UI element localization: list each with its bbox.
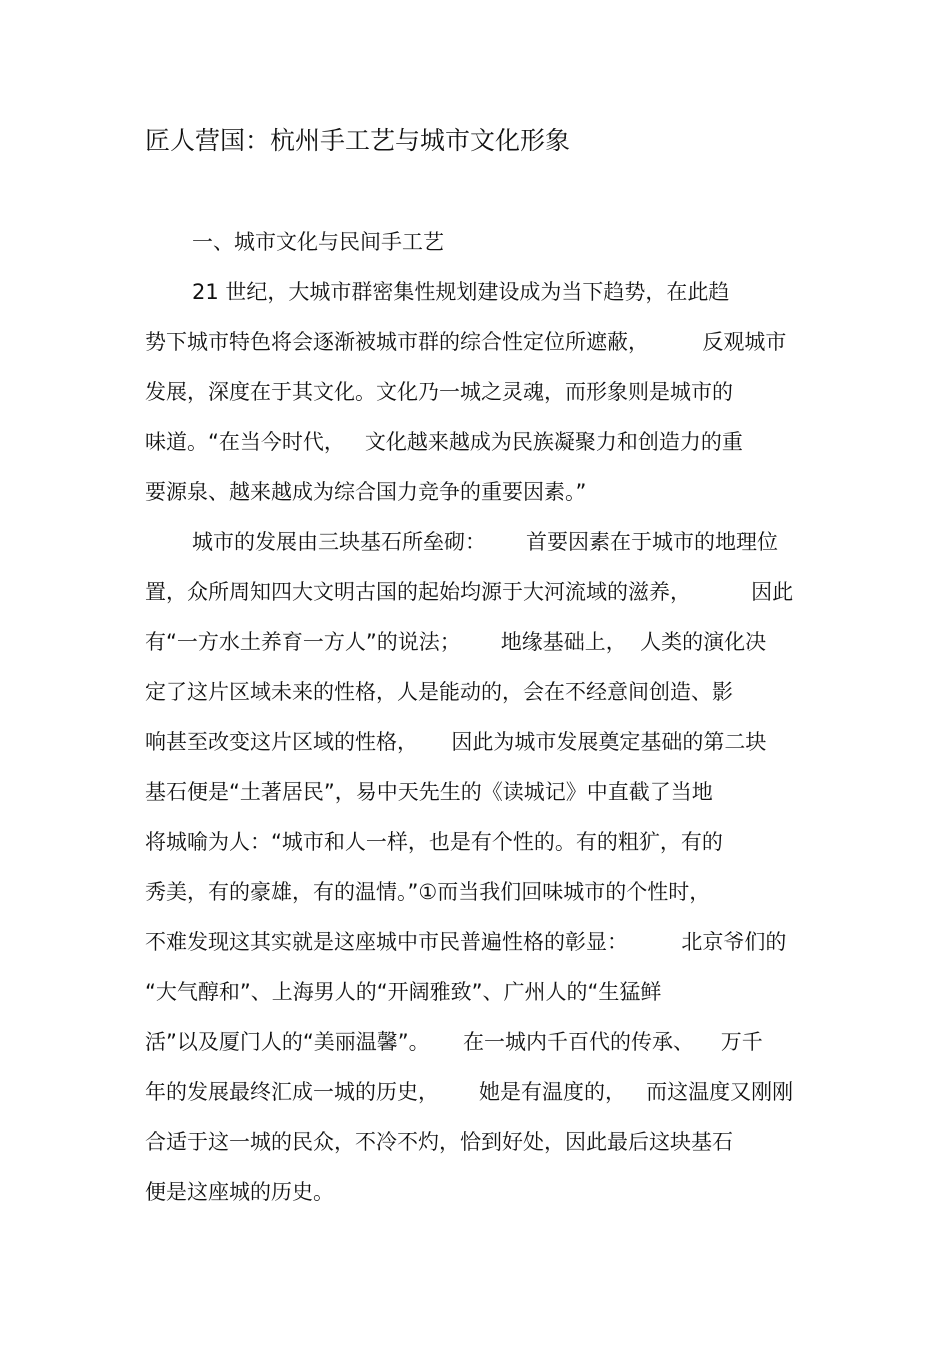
document-title: 匠人营国：杭州手工艺与城市文化形象 <box>145 126 571 155</box>
paragraph-2-line-6: 基石便是“土著居民”，易中天先生的《读城记》中直截了当地 <box>145 780 713 804</box>
paragraph-2-line-14: 便是这座城的历史。 <box>145 1180 334 1204</box>
paragraph-2-line-12: 年的发展最终汇成一城的历史， 她是有温度的， 而这温度又刚刚 <box>145 1080 794 1104</box>
paragraph-2-line-1: 城市的发展由三块基石所垒砌： 首要因素在于城市的地理位 <box>192 530 779 554</box>
section-heading: 一、城市文化与民间手工艺 <box>192 230 444 254</box>
paragraph-1-line-3: 发展，深度在于其文化。文化乃一城之灵魂，而形象则是城市的 <box>145 380 733 404</box>
paragraph-1-line-5: 要源泉、越来越成为综合国力竞争的重要因素。” <box>145 480 587 504</box>
paragraph-2-line-8: 秀美，有的豪雄，有的温情。”①而当我们回味城市的个性时， <box>145 880 711 904</box>
paragraph-2-line-3: 有“一方水土养育一方人”的说法； 地缘基础上， 人类的演化决 <box>145 630 767 654</box>
paragraph-2-line-11: 活”以及厦门人的“美丽温馨”。 在一城内千百代的传承、 万千 <box>145 1030 763 1054</box>
paragraph-2-line-4: 定了这片区域未来的性格，人是能动的，会在不经意间创造、影 <box>145 680 733 704</box>
paragraph-1-line-1: 21 世纪，大城市群密集性规划建设成为当下趋势，在此趋 <box>192 280 730 304</box>
paragraph-1-line-2: 势下城市特色将会逐渐被城市群的综合性定位所遮蔽， 反观城市 <box>145 330 787 354</box>
paragraph-2-line-9: 不难发现这其实就是这座城中市民普遍性格的彰显： 北京爷们的 <box>145 930 787 954</box>
paragraph-2-line-10: “大气醇和”、上海男人的“开阔雅致”、广州人的“生猛鲜 <box>145 980 662 1004</box>
paragraph-2-line-2: 置，众所周知四大文明古国的起始均源于大河流域的滋养， 因此 <box>145 580 794 604</box>
paragraph-1-line-4: 味道。“在当今时代， 文化越来越成为民族凝聚力和创造力的重 <box>145 430 743 454</box>
paragraph-2-line-5: 响甚至改变这片区域的性格， 因此为城市发展奠定基础的第二块 <box>145 730 767 754</box>
paragraph-2-line-7: 将城喻为人：“城市和人一样，也是有个性的。有的粗犷，有的 <box>145 830 723 854</box>
paragraph-2-line-13: 合适于这一城的民众，不冷不灼，恰到好处，因此最后这块基石 <box>145 1130 733 1154</box>
